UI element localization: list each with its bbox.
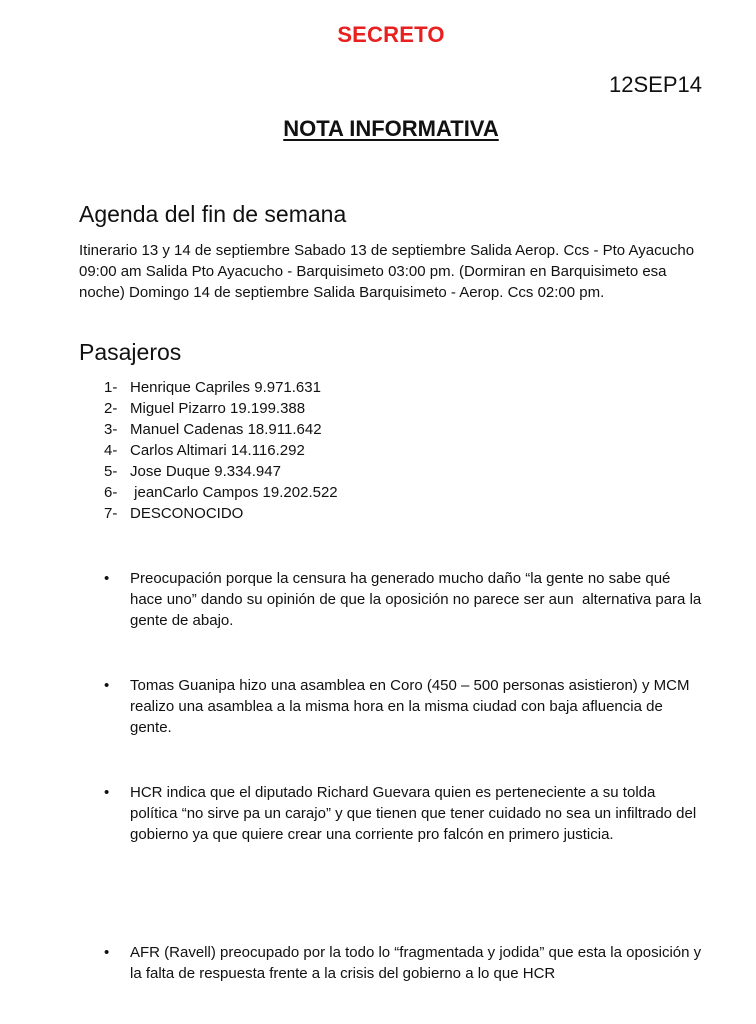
list-item (104, 377, 338, 398)
bullet-item (104, 568, 704, 631)
bullet-item (104, 942, 704, 984)
bullet-text: Tomas Guanipa hizo una asamblea en Coro (450 – 500 personas asistieron) y MCM realizo una asamblea a la misma hora en la misma ciudad con baja afluencia de gente. (130, 677, 690, 736)
document-title (0, 116, 756, 142)
list-item (104, 503, 338, 524)
list-number: 4- (104, 442, 118, 459)
document-title-text: NOTA INFORMATIVA (283, 116, 499, 141)
passenger-name: Henrique Capriles 9.971.631 (130, 379, 321, 396)
bullet-item (104, 782, 704, 845)
list-number: 6- (104, 484, 118, 501)
list-item (104, 440, 338, 461)
bullet-mark: • (104, 677, 110, 694)
passenger-name: Manuel Cadenas 18.911.642 (130, 421, 322, 438)
bullet-mark: • (104, 944, 110, 961)
itinerary-paragraph: Itinerario 13 y 14 de septiembre Sabado 13 de septiembre Salida Aerop. Ccs - Pto Ayacucho 09:00 am Salida Pto Ayacucho - Barquisimeto 03:00 pm. (Dormiran en Barquisimeto esa noche) Domingo 14 de septiembre Salida Barquisimeto - Aerop. Ccs 02:00 pm. (79, 242, 695, 301)
pasajeros-heading: Pasajeros (79, 339, 182, 365)
list-number: 1- (104, 379, 118, 396)
bullet-text: AFR (Ravell) preocupado por la todo lo “fragmentada y jodida” que esta la oposición y la falta de respuesta frente a la crisis del gobierno a lo que HCR (130, 944, 702, 982)
document-date: 12SEP14 (609, 72, 702, 97)
passenger-name: Carlos Altimari 14.116.292 (130, 442, 305, 459)
bullet-item (104, 675, 704, 738)
list-item (104, 482, 338, 503)
passenger-list (104, 377, 338, 524)
passenger-name: DESCONOCIDO (130, 505, 244, 522)
list-item (104, 398, 338, 419)
bullet-mark: • (104, 784, 110, 801)
list-number: 3- (104, 421, 118, 438)
bullet-text: HCR indica que el diputado Richard Guevara quien es perteneciente a su tolda política “no sirve pa un carajo” y que tienen que tener cuidado no sea un infiltrado del gobierno ya que quiere crear una corriente pro falcón en primero justicia. (130, 784, 697, 843)
agenda-heading: Agenda del fin de semana (79, 201, 347, 227)
classification-label: SECRETO (337, 22, 445, 47)
list-number: 7- (104, 505, 118, 522)
passenger-name: jeanCarlo Campos 19.202.522 (130, 484, 338, 501)
list-item (104, 419, 338, 440)
list-number: 2- (104, 400, 118, 417)
bullet-text: Preocupación porque la censura ha generado mucho daño “la gente no sabe qué hace uno” dando su opinión de que la oposición no parece ser aun alternativa para la gente de abajo. (130, 570, 706, 629)
list-number: 5- (104, 463, 118, 480)
list-item (104, 461, 338, 482)
passenger-name: Jose Duque 9.334.947 (130, 463, 281, 480)
passenger-name: Miguel Pizarro 19.199.388 (130, 400, 306, 417)
bullet-mark: • (104, 570, 110, 587)
